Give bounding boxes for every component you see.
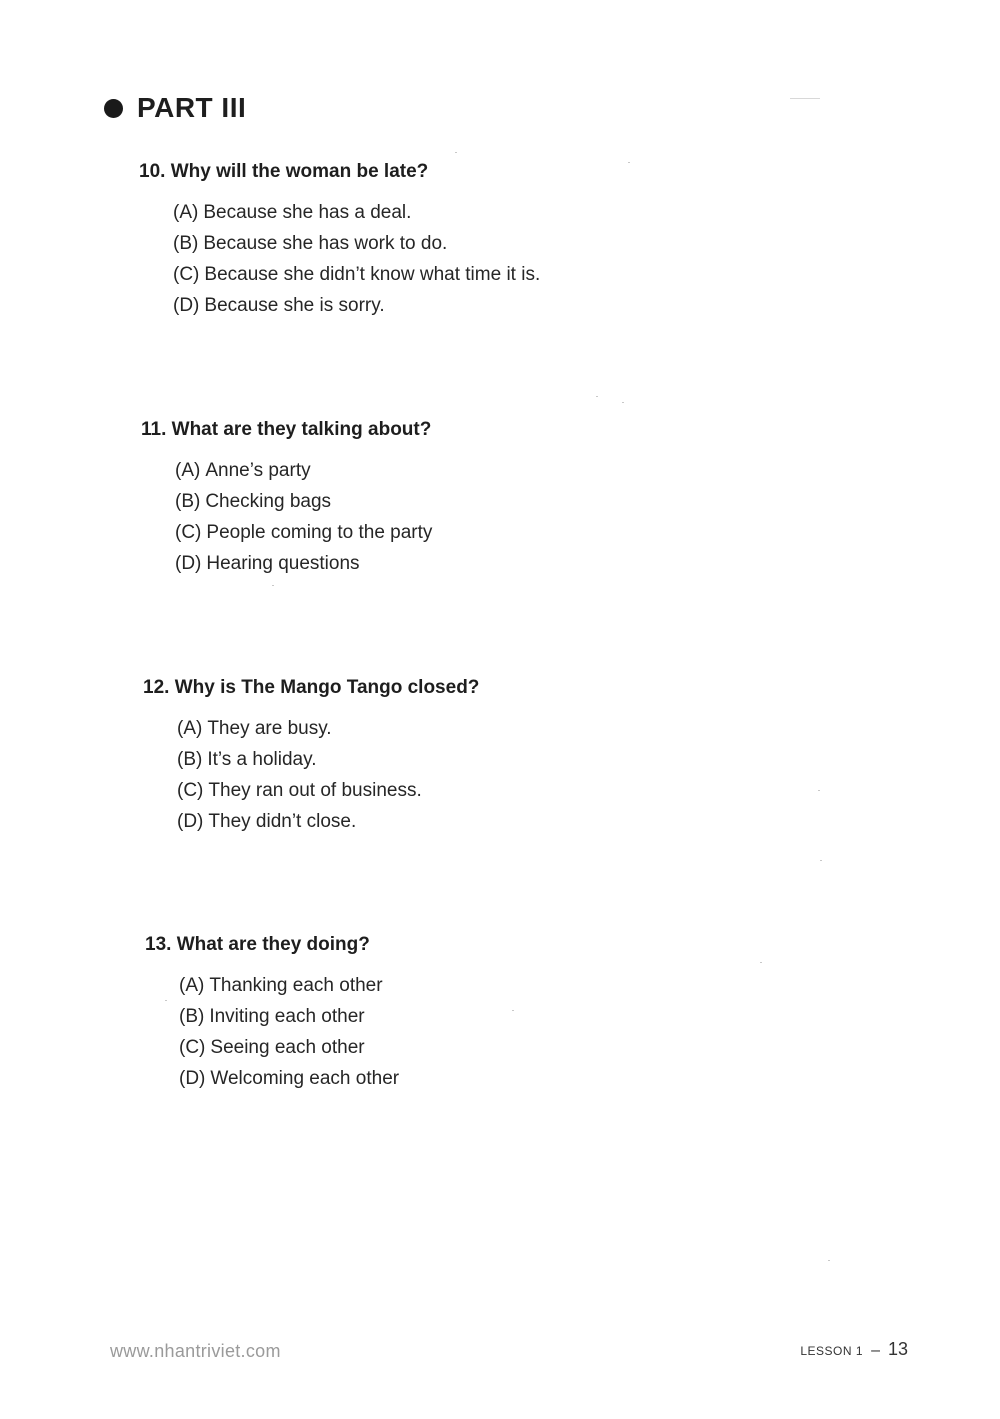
option-letter: (D) bbox=[177, 811, 204, 832]
option-text: Welcoming each other bbox=[210, 1068, 400, 1089]
scan-speck bbox=[272, 585, 274, 586]
option-text: Because she is sorry. bbox=[204, 295, 385, 316]
scan-speck bbox=[828, 1260, 830, 1261]
option-text: They didn’t close. bbox=[208, 811, 357, 832]
option-a bbox=[177, 713, 479, 744]
question-13 bbox=[145, 934, 399, 1094]
option-list bbox=[177, 713, 479, 837]
option-letter: (A) bbox=[175, 460, 201, 481]
option-text: Inviting each other bbox=[209, 1006, 365, 1027]
footer-lesson: LESSON 1 bbox=[800, 1344, 864, 1358]
option-d bbox=[173, 290, 540, 321]
option-c bbox=[175, 517, 432, 548]
option-a bbox=[175, 455, 432, 486]
scan-speck bbox=[818, 790, 820, 791]
option-text: Because she didn’t know what time it is. bbox=[204, 264, 541, 285]
question-12 bbox=[143, 677, 479, 837]
option-text: Because she has work to do. bbox=[203, 233, 448, 254]
option-text: People coming to the party bbox=[206, 522, 433, 543]
footer-website: www.nhantriviet.com bbox=[110, 1341, 281, 1361]
option-d bbox=[177, 806, 479, 837]
option-list bbox=[173, 197, 540, 321]
footer-page-info bbox=[800, 1339, 908, 1360]
option-text: They ran out of business. bbox=[208, 780, 422, 801]
option-letter: (A) bbox=[177, 718, 203, 739]
question-11 bbox=[141, 419, 432, 579]
option-letter: (B) bbox=[173, 233, 199, 254]
scan-speck bbox=[455, 152, 457, 153]
option-b bbox=[175, 486, 432, 517]
option-c bbox=[179, 1032, 399, 1063]
option-letter: (C) bbox=[179, 1037, 206, 1058]
section-title: PART III bbox=[137, 92, 247, 123]
option-letter: (D) bbox=[173, 295, 200, 316]
option-letter: (A) bbox=[173, 202, 199, 223]
scan-speck bbox=[596, 396, 598, 397]
question-text: 10. Why will the woman be late? bbox=[139, 161, 429, 182]
option-d bbox=[175, 548, 432, 579]
option-b bbox=[177, 744, 479, 775]
option-c bbox=[173, 259, 540, 290]
scan-speck bbox=[820, 860, 822, 861]
scan-speck bbox=[512, 1010, 514, 1011]
scan-speck bbox=[622, 402, 624, 403]
option-letter: (B) bbox=[179, 1006, 205, 1027]
section-heading bbox=[104, 92, 246, 124]
option-letter: (D) bbox=[179, 1068, 206, 1089]
question-text: 13. What are they doing? bbox=[145, 934, 370, 955]
option-letter: (B) bbox=[177, 749, 203, 770]
option-text: Hearing questions bbox=[206, 553, 360, 574]
bullet-icon bbox=[104, 99, 123, 118]
option-text: Thanking each other bbox=[209, 975, 383, 996]
option-list bbox=[175, 455, 432, 579]
option-letter: (A) bbox=[179, 975, 205, 996]
scan-speck bbox=[760, 962, 762, 963]
question-text: 11. What are they talking about? bbox=[141, 419, 432, 440]
question-10 bbox=[139, 161, 540, 321]
option-c bbox=[177, 775, 479, 806]
option-letter: (B) bbox=[175, 491, 201, 512]
option-text: Seeing each other bbox=[210, 1037, 365, 1058]
option-letter: (C) bbox=[175, 522, 202, 543]
scan-speck bbox=[165, 1000, 167, 1001]
footer-separator: – bbox=[871, 1342, 880, 1359]
scan-speck bbox=[628, 162, 630, 163]
option-a bbox=[173, 197, 540, 228]
option-text: It’s a holiday. bbox=[207, 749, 317, 770]
option-d bbox=[179, 1063, 399, 1094]
question-text: 12. Why is The Mango Tango closed? bbox=[143, 677, 480, 698]
option-b bbox=[179, 1001, 399, 1032]
option-letter: (C) bbox=[177, 780, 204, 801]
page-number: 13 bbox=[887, 1339, 908, 1359]
scan-speck bbox=[790, 98, 820, 99]
option-text: Checking bags bbox=[205, 491, 332, 512]
option-text: Because she has a deal. bbox=[203, 202, 412, 223]
option-list bbox=[179, 970, 399, 1094]
option-a bbox=[179, 970, 399, 1001]
option-text: Anne’s party bbox=[205, 460, 311, 481]
option-b bbox=[173, 228, 540, 259]
option-text: They are busy. bbox=[207, 718, 332, 739]
option-letter: (D) bbox=[175, 553, 202, 574]
option-letter: (C) bbox=[173, 264, 200, 285]
